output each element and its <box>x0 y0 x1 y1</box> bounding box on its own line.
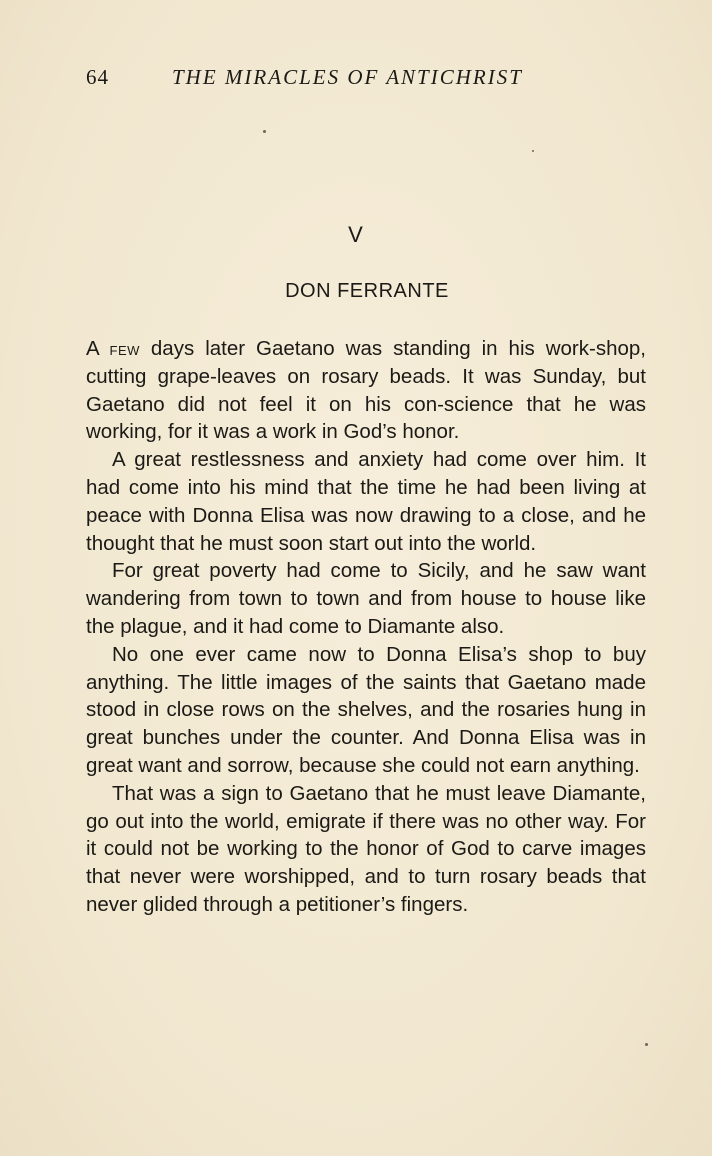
chapter-title: DON FERRANTE <box>285 280 449 302</box>
paragraph-4: No one ever came now to Donna Elisa’s shop to buy anything. The little images of the saints that Gaetano made stood in close rows on the shelves, and the rosaries hung in great bunches under the counter. And Donna Elisa was in great want and sorrow, because she could not earn anything. <box>86 642 646 777</box>
paper-speck <box>263 130 266 133</box>
paragraph-1-text: days later Gaetano was standing in his work-shop, cutting grape-leaves on rosary beads. It was Sunday, but Gaetano did not feel it on his con-science that he was working, for it was a work in God’s honor. <box>86 337 646 444</box>
opening-smallcaps: few <box>109 338 140 359</box>
paragraph-1 <box>86 335 646 446</box>
chapter-number: V <box>348 222 364 247</box>
paper-speck <box>645 1043 648 1046</box>
opening-letter: A <box>86 337 99 360</box>
chapter-body <box>86 335 646 919</box>
running-head <box>86 60 646 94</box>
page-number: 64 <box>86 65 109 89</box>
paragraph-2: A great restlessness and anxiety had come over him. It had come into his mind that the time he had been living at peace with Donna Elisa was now drawing to a close, and he thought that he must soon start out into the world. <box>86 448 646 555</box>
paper-speck <box>532 150 534 152</box>
paragraph-5: That was a sign to Gaetano that he must leave Diamante, go out into the world, emigrate if there was no other way. For it could not be working to the honor of God to carve images that never were worshipped, and to turn rosary beads that never glided through a petitioner’s fingers. <box>86 781 646 916</box>
paragraph-3: For great poverty had come to Sicily, and he saw want wandering from town to town and from house to house like the plague, and it had come to Diamante also. <box>86 559 646 638</box>
running-title: THE MIRACLES OF ANTICHRIST <box>172 65 523 89</box>
